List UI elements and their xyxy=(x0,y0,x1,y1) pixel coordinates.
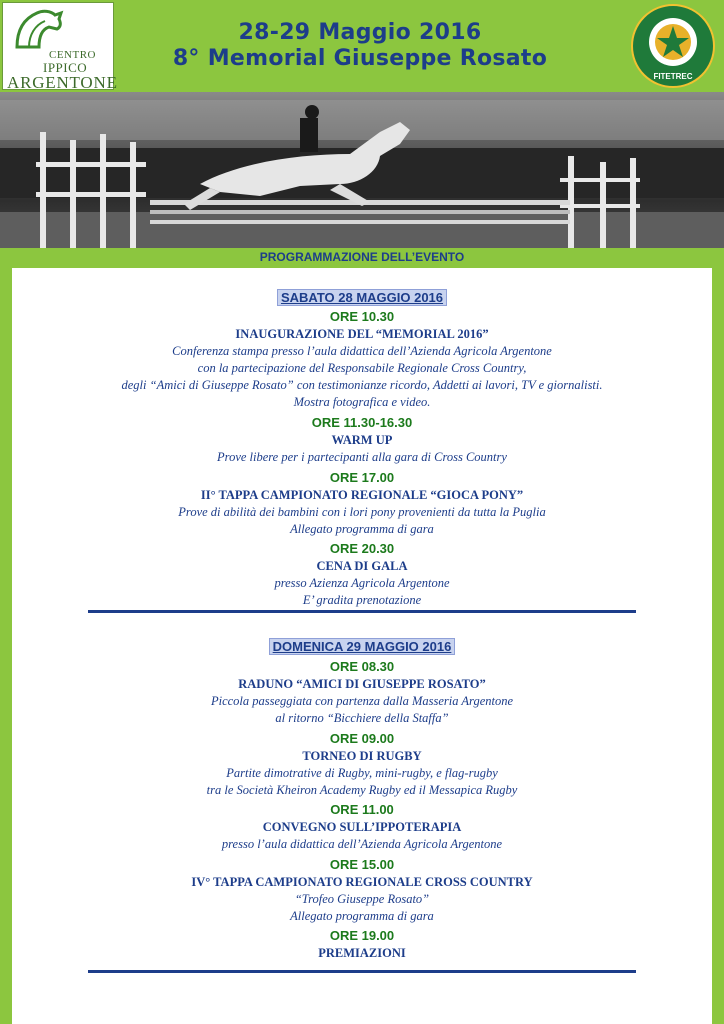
saturday-section xyxy=(12,290,712,305)
saturday-event-2 xyxy=(12,414,712,466)
event-desc-line: “Trofeo Giuseppe Rosato” xyxy=(294,892,430,906)
saturday-event-4 xyxy=(12,540,712,609)
horse-head-icon xyxy=(9,7,69,49)
event-time: ORE 11.30-16.30 xyxy=(311,415,413,430)
event-desc-line: Mostra fotografica e video. xyxy=(293,395,431,409)
event-desc-line: Conferenza stampa presso l’aula didattica dell’Azienda Agricola Argentone xyxy=(172,344,552,358)
saturday-heading: SABATO 28 MAGGIO 2016 xyxy=(277,289,447,306)
event-dates: 28-29 Maggio 2016 xyxy=(238,20,482,45)
event-desc-line: tra le Società Kheiron Academy Rugby ed il Messapica Rugby xyxy=(206,783,518,797)
event-desc-line: Allegato programma di gara xyxy=(290,909,434,923)
event-title: CENA DI GALA xyxy=(316,559,408,573)
event-desc-line: Allegato programma di gara xyxy=(290,522,434,536)
event-title: II° TAPPA CAMPIONATO REGIONALE “GIOCA PONY” xyxy=(200,488,524,502)
fitetrec-logo xyxy=(630,2,716,90)
event-title: INAUGURAZIONE DEL “MEMORIAL 2016” xyxy=(235,327,489,341)
saturday-event-3 xyxy=(12,469,712,538)
event-time: ORE 19.00 xyxy=(329,928,395,943)
event-title: CONVEGNO SULL’IPPOTERAPIA xyxy=(262,820,462,834)
event-desc-line: Prove di abilità dei bambini con i lori pony provenienti da tutta la Puglia xyxy=(178,505,546,519)
sunday-event-3 xyxy=(12,801,712,853)
event-title: TORNEO DI RUGBY xyxy=(302,749,422,763)
event-time: ORE 08.30 xyxy=(329,659,395,674)
event-title xyxy=(120,20,600,72)
event-desc-line: presso Azienza Agricola Argentone xyxy=(274,576,450,590)
horse-jump-image xyxy=(0,92,724,248)
event-desc-line: E’ gradita prenotazione xyxy=(302,593,422,607)
event-desc-line: presso l’aula didattica dell’Azienda Agricola Argentone xyxy=(221,837,503,851)
event-time: ORE 10.30 xyxy=(329,309,395,324)
event-title: RADUNO “AMICI DI GIUSEPPE ROSATO” xyxy=(238,677,486,691)
event-desc-line: Prove libere per i partecipanti alla gara di Cross Country xyxy=(217,450,507,464)
programme-title: PROGRAMMAZIONE DELL’EVENTO xyxy=(259,250,465,264)
event-time: ORE 15.00 xyxy=(329,857,395,872)
header xyxy=(0,0,724,92)
event-title: IV° TAPPA CAMPIONATO REGIONALE CROSS COUNTRY xyxy=(191,875,533,889)
logo-text-ippico: IPPICO xyxy=(43,60,88,75)
event-desc-line: Partite dimotrative di Rugby, mini-rugby, e flag-rugby xyxy=(226,766,498,780)
event-time: ORE 11.00 xyxy=(330,802,394,817)
event-title: PREMIAZIONI xyxy=(318,946,406,960)
programme-panel xyxy=(12,268,712,1024)
saturday-divider xyxy=(12,610,712,613)
event-time: ORE 09.00 xyxy=(329,731,395,746)
event-time: ORE 17.00 xyxy=(329,470,395,485)
event-title: WARM UP xyxy=(331,433,393,447)
sunday-event-2 xyxy=(12,730,712,799)
saturday-event-1 xyxy=(12,308,712,411)
sunday-event-4 xyxy=(12,856,712,925)
event-desc-line: con la partecipazione del Responsabile Regionale Cross Country, xyxy=(197,361,527,375)
sunday-section xyxy=(12,639,712,654)
sunday-event-5 xyxy=(12,927,712,962)
event-time: ORE 20.30 xyxy=(329,541,395,556)
logo-text-centro: CENTRO xyxy=(49,49,96,61)
event-desc-line: degli “Amici di Giuseppe Rosato” con testimonianze ricordo, Addetti ai lavori, TV e giornalisti. xyxy=(121,378,603,392)
sunday-heading: DOMENICA 29 MAGGIO 2016 xyxy=(269,638,456,655)
centro-ippico-logo xyxy=(2,2,118,92)
fitetrec-label: FITETREC xyxy=(653,72,693,81)
sunday-event-1 xyxy=(12,658,712,727)
show-jumping-photo xyxy=(0,92,724,248)
event-desc-line: Piccola passeggiata con partenza dalla Masseria Argentone xyxy=(210,694,514,708)
logo-text-argentone: ARGENTONE xyxy=(7,73,118,92)
sunday-divider xyxy=(12,970,712,973)
event-name: 8° Memorial Giuseppe Rosato xyxy=(172,46,548,71)
event-desc-line: al ritorno “Bicchiere della Staffa” xyxy=(275,711,449,725)
